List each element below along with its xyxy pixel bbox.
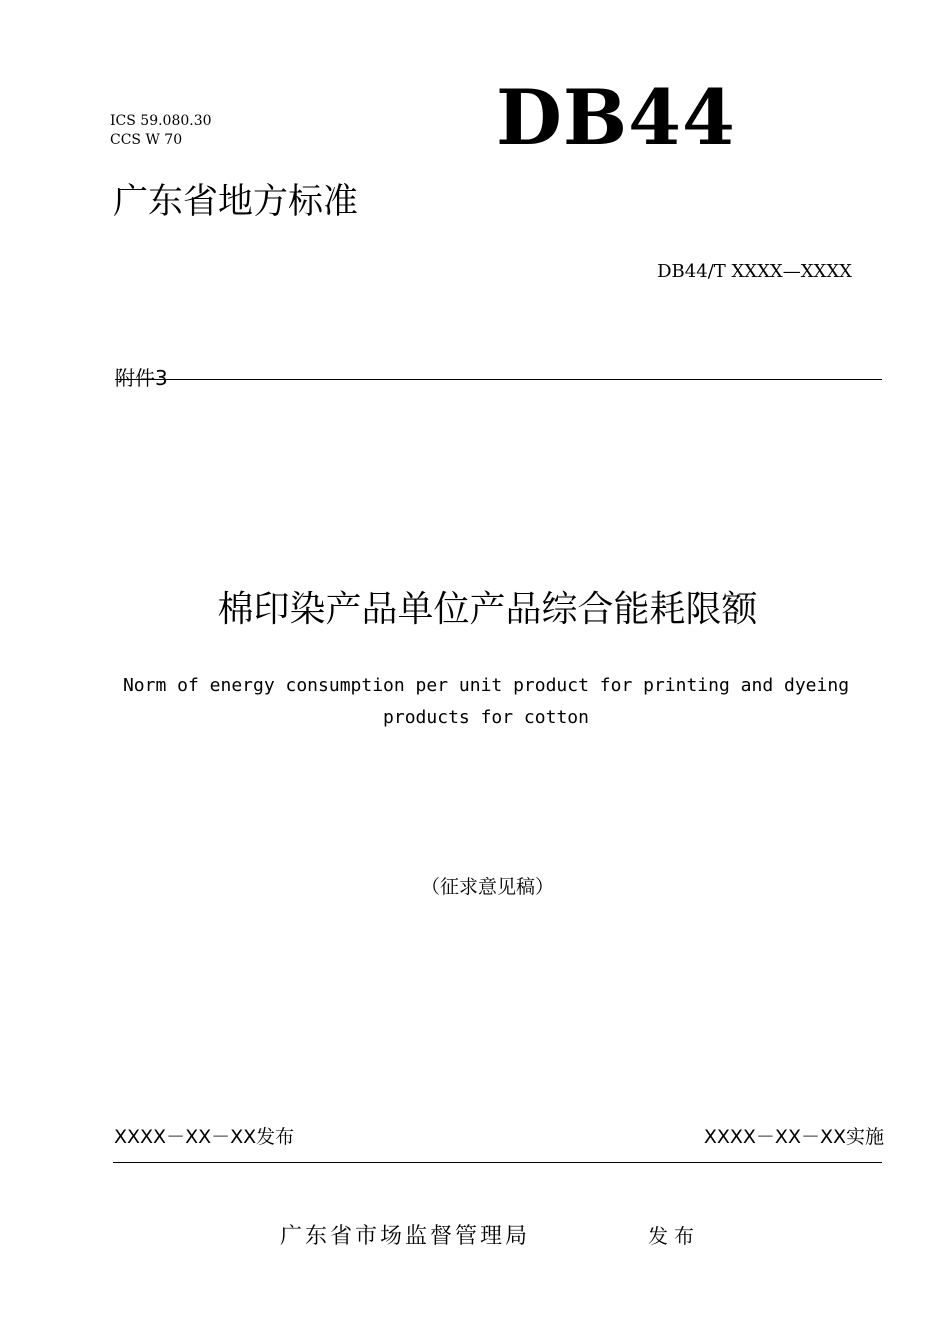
ics-code: ICS 59.080.30 (110, 113, 212, 129)
ccs-code: CCS W 70 (110, 132, 183, 148)
document-title-chinese: 棉印染产品单位产品综合能耗限额 (217, 589, 758, 630)
bottom-divider (113, 1162, 882, 1163)
standard-number: DB44/T XXXX—XXXX (657, 261, 852, 282)
draft-status: （征求意见稿） (420, 876, 554, 898)
top-divider (115, 379, 882, 380)
implement-date: XXXX－XX－XX实施 (703, 1126, 884, 1148)
db44-logo: DB44 (496, 73, 736, 162)
publish-date: XXXX－XX－XX发布 (114, 1126, 295, 1148)
issue-action: 发布 (648, 1224, 700, 1248)
issuing-organization: 广东省市场监督管理局 (280, 1224, 531, 1249)
standard-type: 广东省地方标准 (113, 182, 359, 222)
document-title-english: Norm of energy consumption per unit product for printing and dyeing products for cotton (122, 675, 850, 728)
attachment-label: 附件3 (115, 366, 168, 390)
